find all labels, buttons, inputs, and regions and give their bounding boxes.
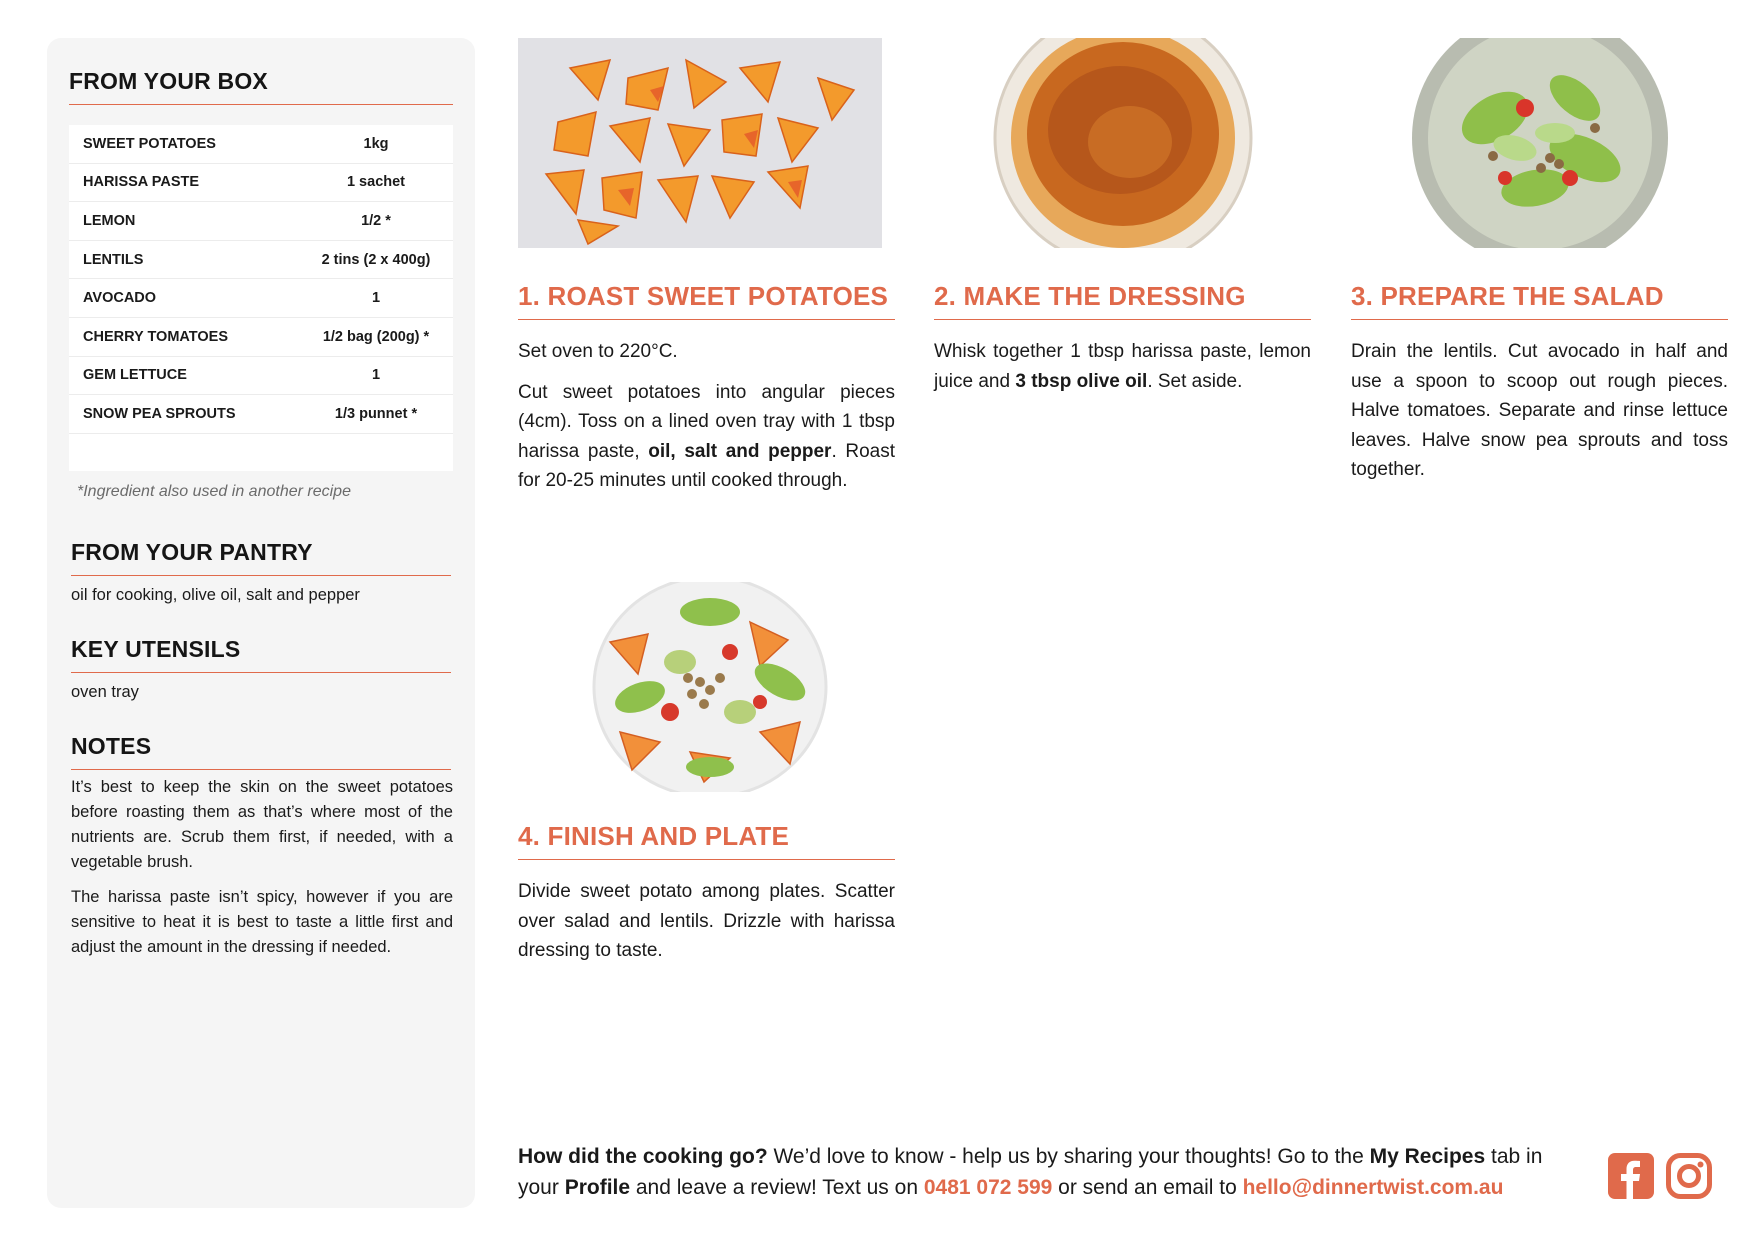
ingredient-name: LENTILS (83, 251, 144, 268)
phone-number-link[interactable]: 0481 072 599 (923, 1176, 1053, 1199)
ingredient-qty: 1kg (363, 135, 389, 152)
salad-bowl-photo (1345, 38, 1722, 248)
ingredient-row (69, 164, 453, 203)
step-2-body (934, 337, 1311, 407)
ingredient-qty: 2 tins (2 x 400g) (321, 251, 431, 268)
email-link[interactable]: hello@dinnertwist.com.au (1242, 1176, 1504, 1199)
step-text: Whisk together 1 tbsp harissa paste, lemon juice and (934, 341, 1311, 392)
ingredient-name: SWEET POTATOES (83, 135, 216, 152)
step-text: . Set aside. (1147, 370, 1243, 392)
step-4-title: 4. FINISH AND PLATE (518, 821, 895, 860)
step-2-title: 2. MAKE THE DRESSING (934, 281, 1311, 320)
ingredient-qty: 1/2 * (361, 212, 391, 229)
ingredient-qty: 1/3 punnet * (334, 405, 418, 422)
ingredient-name: GEM LETTUCE (83, 367, 187, 384)
feedback-text: and leave a review! Text us on (630, 1176, 924, 1199)
finished-plate-photo (560, 582, 880, 792)
ingredient-name: AVOCADO (83, 290, 157, 307)
my-recipes-label: My Recipes (1369, 1145, 1486, 1168)
ingredient-name: LEMON (83, 212, 136, 229)
pantry-heading: FROM YOUR PANTRY (71, 539, 451, 576)
ingredients-table (69, 125, 453, 471)
ingredient-row (69, 395, 453, 434)
ingredient-qty: 1 sachet (346, 174, 406, 191)
instagram-icon[interactable] (1666, 1153, 1712, 1204)
ingredient-footnote: *Ingredient also used in another recipe (77, 483, 351, 500)
utensils-heading: KEY UTENSILS (71, 636, 451, 673)
ingredient-qty: 1/2 bag (200g) * (322, 328, 430, 345)
ingredient-row (69, 241, 453, 280)
step-bold-text: 3 tbsp olive oil (1015, 370, 1148, 392)
facebook-icon[interactable] (1608, 1153, 1654, 1204)
step-2-paragraph (934, 337, 1311, 396)
ingredient-name: HARISSA PASTE (83, 174, 200, 191)
note-paragraph: It’s best to keep the skin on the sweet potatoes before roasting them as that’s where most of the nutrients are. Scrub them first, if needed, with a vegetable brush. (71, 778, 453, 871)
feedback-text: We’d love to know - help us by sharing your thoughts! Go to the (767, 1145, 1370, 1168)
step-bold-text: oil, salt and pepper (648, 440, 832, 462)
feedback-question: How did the cooking go? (518, 1145, 768, 1168)
step-1-paragraph (518, 378, 895, 496)
ingredient-name: CHERRY TOMATOES (83, 328, 229, 345)
ingredients-sidebar (47, 38, 475, 1208)
ingredient-row (69, 357, 453, 396)
from-your-box-heading: FROM YOUR BOX (69, 68, 453, 105)
notes-heading: NOTES (71, 733, 451, 770)
ingredient-row (69, 202, 453, 241)
step-3-title: 3. PREPARE THE SALAD (1351, 281, 1728, 320)
pantry-text: oil for cooking, olive oil, salt and pepper (71, 586, 360, 604)
note-paragraph: The harissa paste isn’t spicy, however if you are sensitive to heat it is best to taste a little first and adjust the amount in the dressing if needed. (71, 888, 453, 956)
dressing-bowl-photo (930, 38, 1307, 248)
step-text: Cut sweet potatoes into angular pieces (4cm). Toss on a lined oven tray with 1 tbsp harissa paste, (518, 381, 895, 462)
step-4-paragraph: Divide sweet potato among plates. Scatter over salad and lentils. Drizzle with harissa dressing to taste. (518, 881, 895, 961)
ingredient-qty: 1 (371, 367, 381, 384)
profile-label: Profile (564, 1176, 631, 1199)
roast-sweet-potatoes-photo (518, 38, 882, 248)
notes-body (71, 775, 453, 970)
step-3-paragraph: Drain the lentils. Cut avocado in half and use a spoon to scoop out rough pieces. Halve tomatoes. Separate and rinse lettuce leaves. Halve snow pea sprouts and toss together. (1351, 341, 1728, 480)
feedback-message (518, 1141, 1578, 1203)
step-1-title: 1. ROAST SWEET POTATOES (518, 281, 895, 320)
ingredient-row (69, 125, 453, 164)
utensils-text: oven tray (71, 683, 139, 701)
ingredient-row (69, 318, 453, 357)
ingredient-row (69, 279, 453, 318)
step-1-body (518, 337, 895, 507)
feedback-text: or send an email to (1052, 1176, 1243, 1199)
step-1-paragraph: Set oven to 220°C. (518, 341, 678, 362)
feedback-text: tab in your (518, 1145, 1543, 1199)
step-3-body (1351, 337, 1728, 496)
ingredient-qty: 1 (371, 290, 381, 307)
ingredient-name: SNOW PEA SPROUTS (83, 405, 236, 422)
step-4-body (518, 877, 895, 977)
step-text: . Roast for 20-25 minutes until cooked through. (518, 440, 895, 491)
